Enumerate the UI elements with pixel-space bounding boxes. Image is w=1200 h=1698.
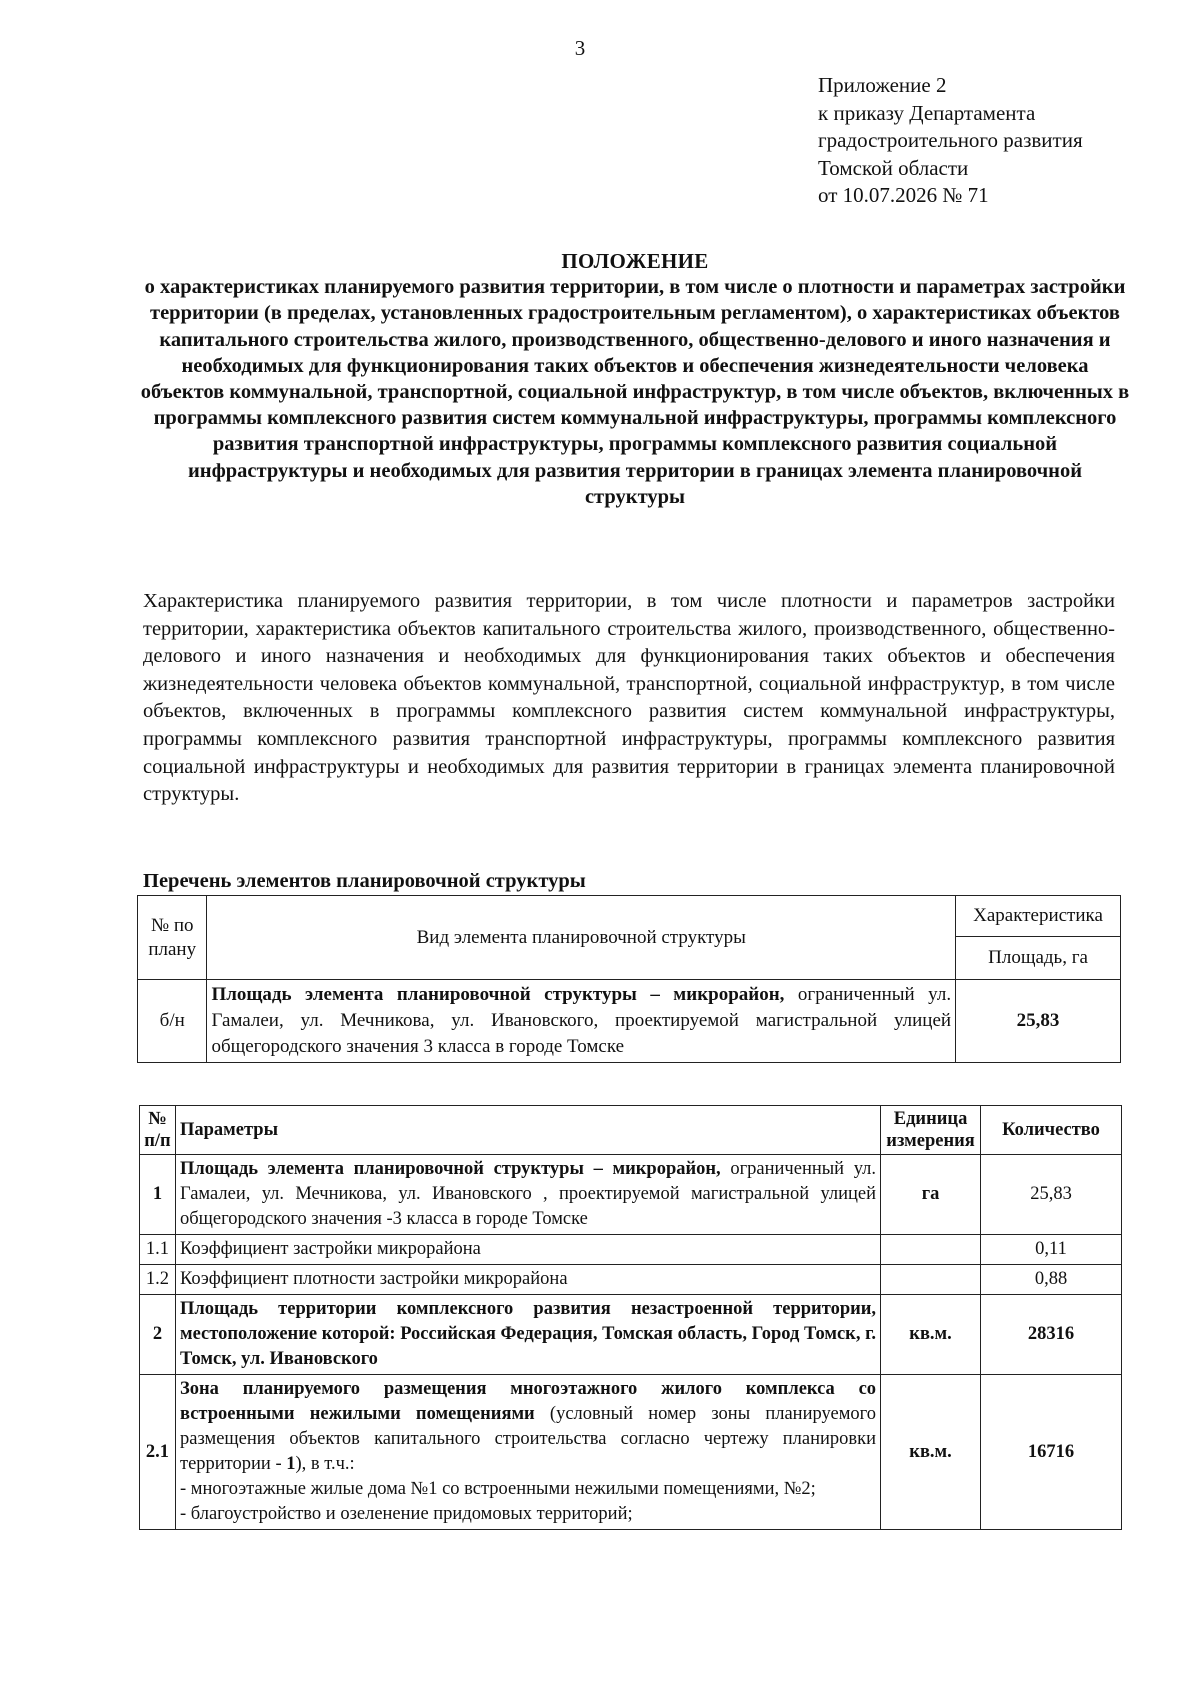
row-num: 1.1: [140, 1235, 176, 1265]
header-area: Площадь, га: [956, 937, 1121, 980]
row-text: [175, 1375, 880, 1530]
row-num: 1: [140, 1155, 176, 1235]
row-text: [175, 1155, 880, 1235]
row-num: б/н: [138, 980, 207, 1063]
row-description-bold: Площадь элемента планировочной структуры – микрорайон,: [211, 984, 785, 1005]
header-num: № по плану: [138, 896, 207, 980]
header-unit: Единица измерения: [881, 1106, 981, 1155]
title-main: ПОЛОЖЕНИЕ: [561, 249, 709, 273]
row-text: Площадь территории комплексного развития незастроенной территории, местоположение которой: Российская Федерация, Томская область, Город Томск, г. Томск, ул. Ивановского: [175, 1295, 880, 1375]
row-area: 25,83: [956, 980, 1121, 1063]
header-characteristic: Характеристика: [956, 896, 1121, 937]
parameters-table: [139, 1105, 1122, 1530]
table-row: [140, 1235, 1122, 1265]
row-text-rest: (условный номер зоны планируемого размещения объектов капитального строительства согласно чертежу планировки территории -: [179, 1404, 877, 1474]
row-text-bold: Зона планируемого размещения многоэтажного жилого комплекса со встроенными нежилыми помещениями: [179, 1379, 877, 1424]
appendix-line: градостроительного развития: [818, 128, 1083, 152]
row-description: [207, 980, 956, 1063]
page-number: 3: [574, 36, 586, 60]
row-num: 1.2: [140, 1265, 176, 1295]
row-text-zone-number: 1: [286, 1454, 296, 1474]
elements-table: [137, 895, 1121, 1063]
table-row: [140, 1375, 1122, 1530]
row-unit: [881, 1265, 981, 1295]
row-num: 2: [140, 1295, 176, 1375]
title-subtitle: о характеристиках планируемого развития территории, в том числе о плотности и параметрах застройки территории (в пределах, установленных градостроительным регламентом), о характеристиках объектов капитального строительства жилого, производственного, общественно-делового и иного назначения и необходимых для функционирования таких объектов и обеспечения жизнедеятельности человека объектов коммунальной, транспортной, социальной инфраструктур, в том числе объектов, включенных в программы комплексного развития систем коммунальной инфраструктуры, программы комплексного развития транспортной инфраструктуры, программы комплексного развития социальной инфраструктуры и необходимых для развития территории в границах элемента планировочной структуры: [140, 276, 1130, 508]
appendix-line: Томской области: [818, 155, 969, 180]
appendix-block: [818, 72, 1083, 210]
appendix-line: Приложение 2: [818, 73, 947, 97]
row-qty: 25,83: [981, 1155, 1122, 1235]
row-qty: 28316: [981, 1295, 1122, 1375]
row-text: Коэффициент застройки микрорайона: [175, 1235, 880, 1265]
row-text-rest: ограниченный ул. Гамалеи, ул. Мечникова, ул. Ивановского , проектируемой магистральной улицей общегородского значения -3 класса в городе Томске: [179, 1159, 877, 1229]
row-unit: кв.м.: [881, 1375, 981, 1530]
table-row: [140, 1295, 1122, 1375]
row-unit: [881, 1235, 981, 1265]
row-description-rest: ограниченный ул. Гамалеи, ул. Мечникова, ул. Ивановского, проектируемой магистральной улицей общегородского значения 3 класса в городе Томске: [211, 984, 952, 1057]
header-num: № п/п: [140, 1106, 176, 1155]
row-qty: 0,88: [981, 1265, 1122, 1295]
table-row: [138, 980, 1121, 1063]
table-row: [140, 1265, 1122, 1295]
row-qty: 16716: [981, 1375, 1122, 1530]
table-row: [140, 1155, 1122, 1235]
header-kind: Вид элемента планировочной структуры: [207, 896, 956, 980]
row-bullet: - благоустройство и озеленение придомовых территорий;: [179, 1504, 633, 1524]
list-heading: Перечень элементов планировочной структуры: [143, 870, 586, 892]
document-title: [140, 248, 1130, 510]
row-unit: кв.м.: [881, 1295, 981, 1375]
row-qty: 0,11: [981, 1235, 1122, 1265]
row-text: Коэффициент плотности застройки микрорайона: [175, 1265, 880, 1295]
row-bullet: - многоэтажные жилые дома №1 со встроенными нежилыми помещениями, №2;: [179, 1479, 816, 1499]
row-text-bold: Площадь элемента планировочной структуры – микрорайон,: [179, 1159, 721, 1179]
intro-paragraph: Характеристика планируемого развития территории, в том числе плотности и параметров застройки территории, характеристика объектов капитального строительства жилого, производственного, общественно-делового и иного назначения и необходимых для функционирования таких объектов и обеспечения жизнедеятельности человека объектов коммунальной, транспортной, социальной инфраструктур, в том числе объектов, включенных в программы комплексного развития систем коммунальной инфраструктуры, программы комплексного развития транспортной инфраструктуры, программы комплексного развития социальной инфраструктуры и необходимых для развития территории в границах элемента планировочной структуры.: [143, 590, 1115, 806]
row-unit: га: [881, 1155, 981, 1235]
header-qty: Количество: [981, 1106, 1122, 1155]
row-num: 2.1: [140, 1375, 176, 1530]
appendix-line: к приказу Департамента: [818, 100, 1036, 125]
appendix-line: от 10.07.2026 № 71: [818, 183, 989, 207]
row-text-rest: ), в т.ч.:: [295, 1454, 355, 1474]
header-params: Параметры: [175, 1106, 880, 1155]
